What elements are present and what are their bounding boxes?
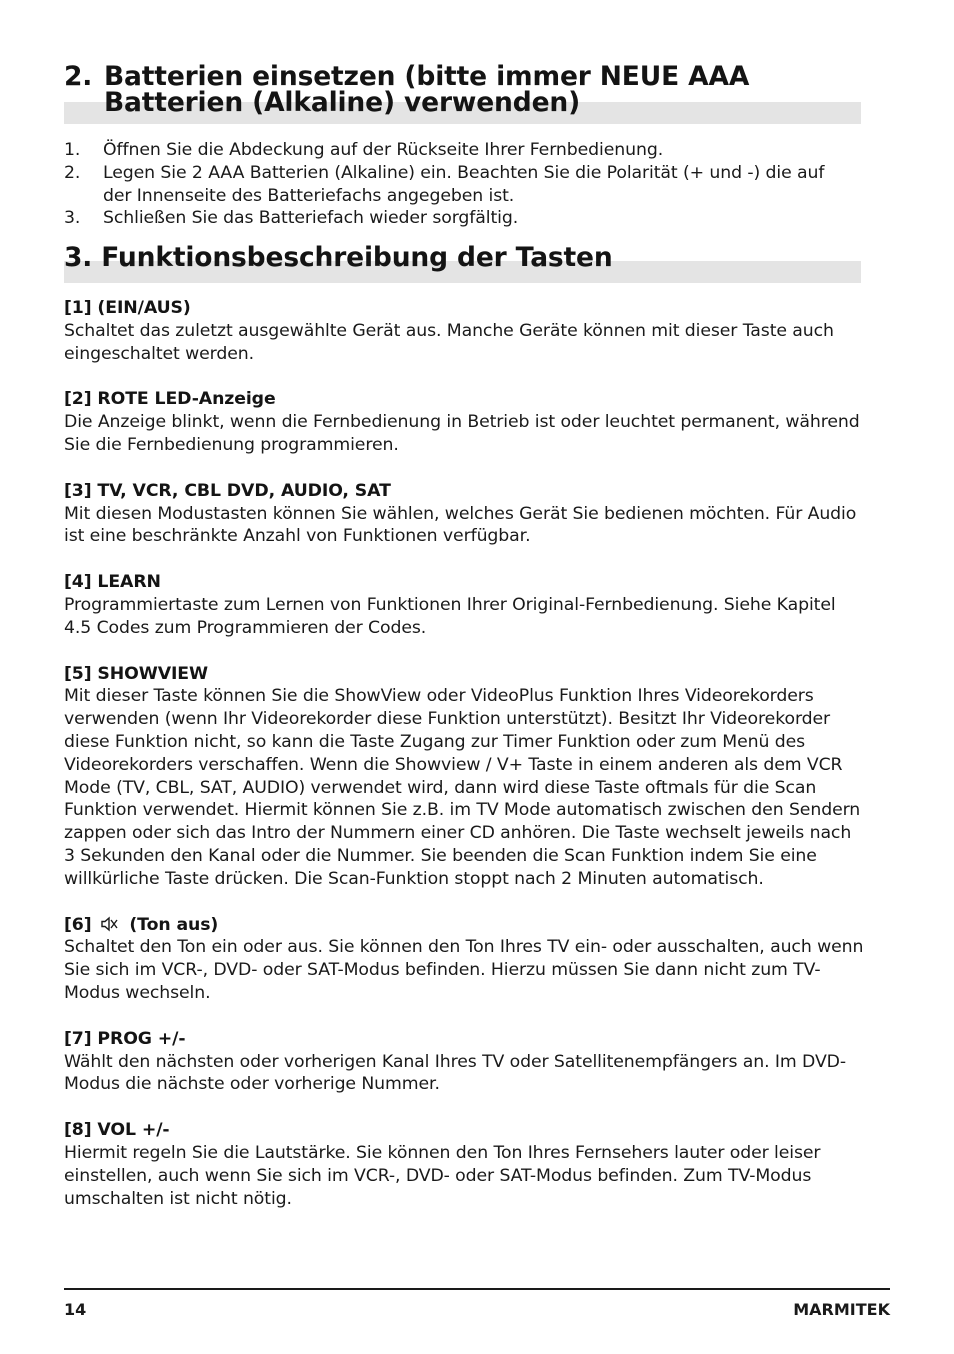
description-title: [1] (EIN/AUS) [64,298,191,318]
description-text: Die Anzeige blinkt, wenn die Fernbedienung in Betrieb ist oder leuchtet permanent, während Sie die Fernbedienung programmieren. [64,412,860,455]
button-descriptions [64,297,864,1233]
mute-icon [99,916,119,932]
button-description-8 [64,1119,864,1210]
section-number: 3. [64,242,93,273]
step-text: Legen Sie 2 AAA Batterien (Alkaline) ein. Beachten Sie die Polarität (+ und -) die auf der Innenseite des Batteriefachs angegeben ist. [103,162,825,206]
list-item [64,207,854,230]
description-title [64,914,864,937]
step-text: Schließen Sie das Batteriefach wieder sorgfältig. [103,208,519,229]
description-text: Hiermit regeln Sie die Lautstärke. Sie können den Ton Ihres Fernsehers lauter oder leiser einstellen, auch wenn Sie sich im VCR-, DVD- oder SAT-Modus befinden. Zum TV-Modus umschalten ist nicht nötig. [64,1142,821,1209]
section-title: Funktionsbeschreibung der Tasten [101,242,613,273]
description-title: [8] VOL +/- [64,1120,170,1141]
description-text: Schaltet das zuletzt ausgewählte Gerät aus. Manche Geräte können mit dieser Taste auch eingeschaltet werden. [64,320,834,364]
description-text: Wählt den nächsten oder vorherigen Kanal Ihres TV oder Satellitenempfängers an. Im DVD-Modus die nächste oder vorherige Nummer. [64,1051,847,1095]
button-description-4 [64,571,864,639]
button-description-6 [64,914,864,1005]
button-description-5 [64,663,864,891]
description-text: Schaltet den Ton ein oder aus. Sie können den Ton Ihres TV ein- oder ausschalten, auch wenn Sie sich im VCR-, DVD- oder SAT-Modus befinden. Hierzu müssen Sie dann nicht zum TV-Modus wechseln. [64,937,864,1003]
description-title-suffix: (Ton aus) [129,914,219,935]
section-2-heading [64,61,861,118]
description-title-prefix: [6] [64,914,92,935]
description-text: Mit dieser Taste können Sie die ShowView oder VideoPlus Funktion Ihres Videorekorders verwenden (wenn Ihr Videorekorder diese Funktion unterstützt). Besitzt Ihr Videorekorder diese Funktion nicht, so kann die Taste Zugang zur Timer Funktion oder zum Menü des Videorekorders verschaffen. Wenn die Showview / V+ Taste in einem anderen als dem VCR Mode (TV, CBL, SAT, AUDIO) verwendet wird, dann wird diese Taste oftmals für die Scan Funktion verwendet. Hiermit können Sie z.B. im TV Mode automatisch zwischen den Sendern zappen oder sich das Intro der Nummern einer CD anhören. Die Taste wechselt jeweils nach 3 Sekunden den Kanal oder die Nummer. Sie beenden die Scan Funktion indem Sie eine willkürliche Taste drücken. Die Scan-Funktion stoppt nach 2 Minuten automatisch. [64,686,861,889]
description-title: [4] LEARN [64,572,161,593]
list-item [64,162,854,208]
description-title: [5] SHOWVIEW [64,663,208,684]
description-title: [2] ROTE LED-Anzeige [64,389,276,410]
step-number: 1. [64,140,81,160]
section-title: Batterien einsetzen (bitte immer NEUE AAA Batterien (Alkaline) verwenden) [104,61,750,118]
section-number: 2. [64,61,93,92]
description-title: [3] TV, VCR, CBL DVD, AUDIO, SAT [64,480,391,501]
battery-steps-list [64,139,854,230]
button-description-1 [64,297,864,365]
description-title: [7] PROG +/- [64,1028,186,1049]
step-text: Öffnen Sie die Abdeckung auf der Rückseite Ihrer Fernbedienung. [103,140,664,160]
list-item [64,139,854,162]
footer-divider [64,1288,890,1290]
button-description-7 [64,1028,864,1096]
button-description-3 [64,480,864,548]
section-3-heading [64,242,861,273]
description-text: Programmiertaste zum Lernen von Funktionen Ihrer Original-Fernbedienung. Siehe Kapitel 4.5 Codes zum Programmieren der Codes. [64,594,836,638]
button-description-2 [64,388,864,456]
brand-name: MARMITEK [793,1300,890,1319]
step-number: 3. [64,208,81,229]
description-text: Mit diesen Modustasten können Sie wählen, welches Gerät Sie bedienen möchten. Für Audio ist eine beschränkte Anzahl von Funktionen verfügbar. [64,503,857,547]
page-number: 14 [64,1300,87,1319]
step-number: 2. [64,162,81,183]
